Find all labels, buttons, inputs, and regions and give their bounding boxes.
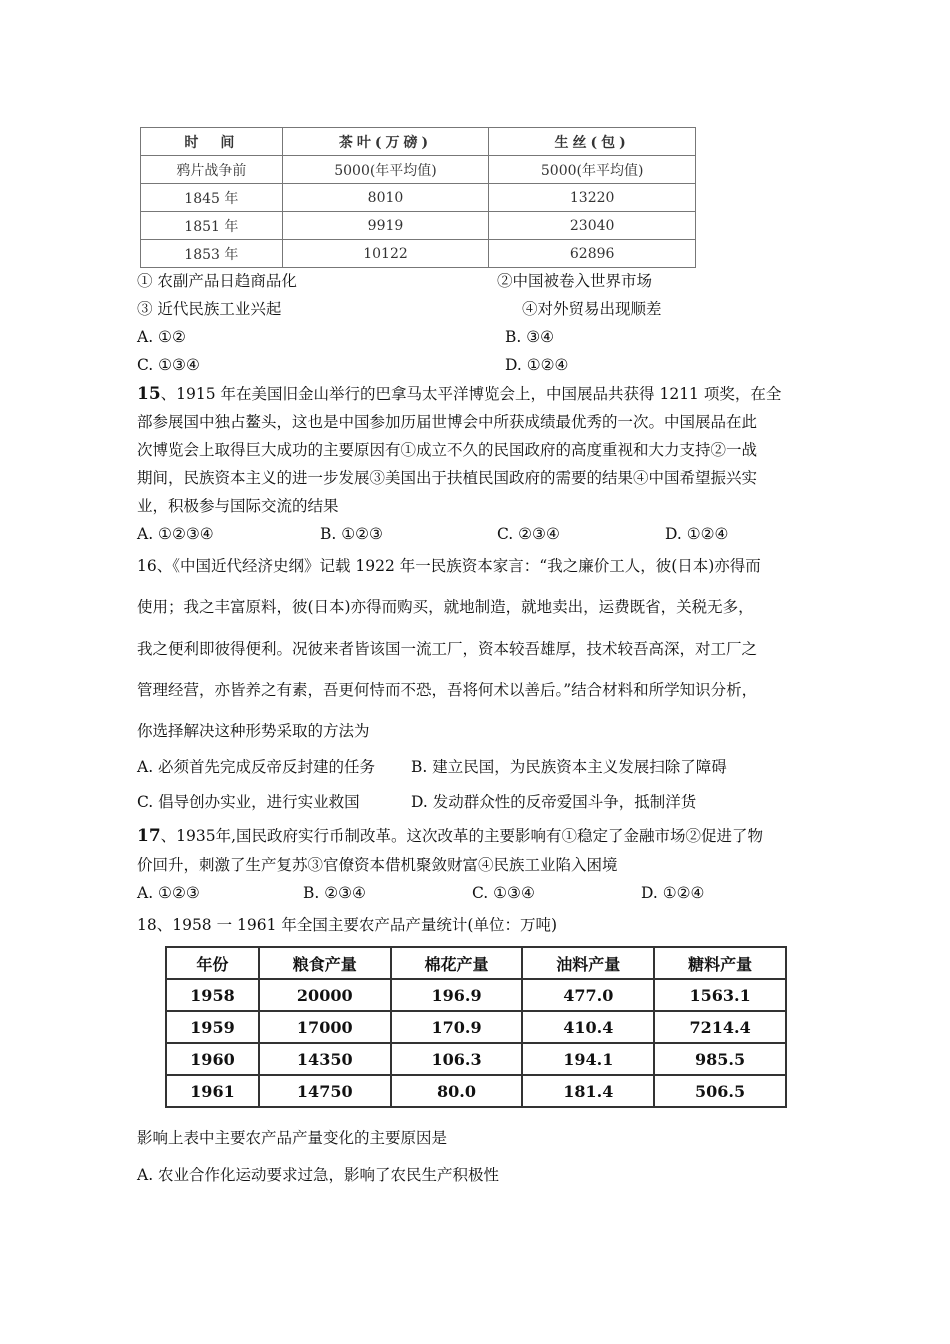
table-header-row	[166, 947, 786, 979]
table-cell: 170.9	[391, 1011, 523, 1043]
table-cell: 8010	[282, 184, 489, 212]
option-c: C. ①③④	[472, 884, 535, 902]
table-row	[166, 1011, 786, 1043]
table-cell: 410.4	[522, 1011, 654, 1043]
table-cell: 17000	[259, 1011, 391, 1043]
table-row	[141, 240, 696, 268]
question-16-line-3: 我之便利即彼得便利。况彼来者皆该国一流工厂，资本较吾雄厚，技术较吾高深，对工厂之	[137, 640, 758, 658]
table-header-cell: 生丝(包)	[489, 128, 696, 156]
question-text: 、1935年,国民政府实行币制改革。这次改革的主要影响有①稳定了金融市场②促进了物	[160, 827, 764, 845]
table-cell: 1563.1	[654, 979, 786, 1011]
table-header-row	[141, 128, 696, 156]
option-a: A. ①②③	[137, 884, 200, 902]
statement-1: ① 农副产品日趋商品化	[137, 272, 297, 290]
table-cell: 5000(年平均值)	[489, 156, 696, 184]
option-b: B. ③④	[505, 328, 555, 346]
table-cell: 62896	[489, 240, 696, 268]
table-cell: 1851 年	[141, 212, 283, 240]
table-cell: 106.3	[391, 1043, 523, 1075]
option-c: C. ②③④	[497, 525, 560, 543]
table-cell: 1853 年	[141, 240, 283, 268]
table-cell: 14750	[259, 1075, 391, 1107]
table-cell: 9919	[282, 212, 489, 240]
table-cell: 5000(年平均值)	[282, 156, 489, 184]
table-cell: 985.5	[654, 1043, 786, 1075]
table-row	[141, 184, 696, 212]
option-d: D. ①②④	[641, 884, 705, 902]
question-text: 、1915 年在美国旧金山举行的巴拿马太平洋博览会上，中国展品共获得 1211 项奖，在全	[160, 385, 782, 403]
table-cell: 1961	[166, 1075, 259, 1107]
statement-3: ③ 近代民族工业兴起	[137, 300, 282, 318]
table-header-cell: 时 间	[141, 128, 283, 156]
table-cell: 194.1	[522, 1043, 654, 1075]
question-number: 17	[137, 826, 161, 846]
table-header-cell: 油料产量	[522, 947, 654, 979]
table-cell: 196.9	[391, 979, 523, 1011]
table-row	[166, 1075, 786, 1107]
question-16-line-1: 16、《中国近代经济史纲》记载 1922 年一民族资本家言：“我之廉价工人，彼(日本)亦得而	[137, 557, 761, 575]
table-cell: 1959	[166, 1011, 259, 1043]
table-cell: 80.0	[391, 1075, 523, 1107]
option-b: B. ①②③	[320, 525, 383, 543]
table-row	[166, 979, 786, 1011]
question-18-line-2: 影响上表中主要农产品产量变化的主要原因是	[137, 1129, 448, 1147]
question-15-line-2: 部参展国中独占鳌头，这也是中国参加历届世博会中所获成绩最优秀的一次。中国展品在此	[137, 413, 758, 431]
question-17-line-2: 价回升，刺激了生产复苏③官僚资本借机聚敛财富④民族工业陷入困境	[137, 856, 618, 874]
statement-4: ④对外贸易出现顺差	[522, 300, 662, 318]
table-cell: 20000	[259, 979, 391, 1011]
question-15-line-4: 期间，民族资本主义的进一步发展③美国出于扶植民国政府的需要的结果④中国希望振兴实	[137, 469, 758, 487]
question-18-line-1: 18、1958 一 1961 年全国主要农产品产量统计(单位：万吨)	[137, 916, 557, 934]
question-17-line-1	[137, 826, 763, 846]
option-d: D. ①②④	[505, 356, 569, 374]
table-cell: 1960	[166, 1043, 259, 1075]
table-cell: 506.5	[654, 1075, 786, 1107]
table-row	[141, 212, 696, 240]
table-header-cell: 年份	[166, 947, 259, 979]
table-header-cell: 粮食产量	[259, 947, 391, 979]
option-b: B. ②③④	[303, 884, 366, 902]
table-cell: 23040	[489, 212, 696, 240]
question-number: 15	[137, 384, 161, 404]
option-a: A. 农业合作化运动要求过急，影响了农民生产积极性	[137, 1166, 500, 1184]
option-a: A. ①②	[137, 328, 186, 346]
statement-2: ②中国被卷入世界市场	[497, 272, 653, 290]
option-d: D. ①②④	[665, 525, 729, 543]
table-cell: 1845 年	[141, 184, 283, 212]
table-cell: 14350	[259, 1043, 391, 1075]
table-cell: 10122	[282, 240, 489, 268]
question-16-line-4: 管理经营，亦皆养之有素，吾更何恃而不恐，吾将何术以善后。”结合材料和所学知识分析，	[137, 681, 758, 699]
table-header-cell: 茶叶(万磅)	[282, 128, 489, 156]
question-15-line-5: 业，积极参与国际交流的结果	[137, 497, 339, 515]
table-cell: 7214.4	[654, 1011, 786, 1043]
question-16-line-5: 你选择解决这种形势采取的方法为	[137, 722, 370, 740]
agri-output-table	[165, 946, 787, 1108]
option-c: C. 倡导创办实业，进行实业救国	[137, 793, 360, 811]
option-a: A. 必须首先完成反帝反封建的任务	[137, 758, 376, 776]
table-cell: 181.4	[522, 1075, 654, 1107]
table-cell: 477.0	[522, 979, 654, 1011]
table-cell: 鸦片战争前	[141, 156, 283, 184]
table-row	[166, 1043, 786, 1075]
question-15-line-3: 次博览会上取得巨大成功的主要原因有①成立不久的民国政府的高度重视和大力支持②一战	[137, 441, 758, 459]
table-header-cell: 棉花产量	[391, 947, 523, 979]
question-16-line-2: 使用；我之丰富原料，彼(日本)亦得而购买，就地制造，就地卖出，运费既省，关税无多，	[137, 598, 754, 616]
option-d: D. 发动群众性的反帝爱国斗争，抵制洋货	[411, 793, 697, 811]
table-header-cell: 糖料产量	[654, 947, 786, 979]
table-cell: 1958	[166, 979, 259, 1011]
option-b: B. 建立民国，为民族资本主义发展扫除了障碍	[411, 758, 727, 776]
export-table	[140, 127, 696, 268]
table-cell: 13220	[489, 184, 696, 212]
option-c: C. ①③④	[137, 356, 200, 374]
option-a: A. ①②③④	[137, 525, 214, 543]
question-15-line-1	[137, 384, 781, 404]
table-row	[141, 156, 696, 184]
